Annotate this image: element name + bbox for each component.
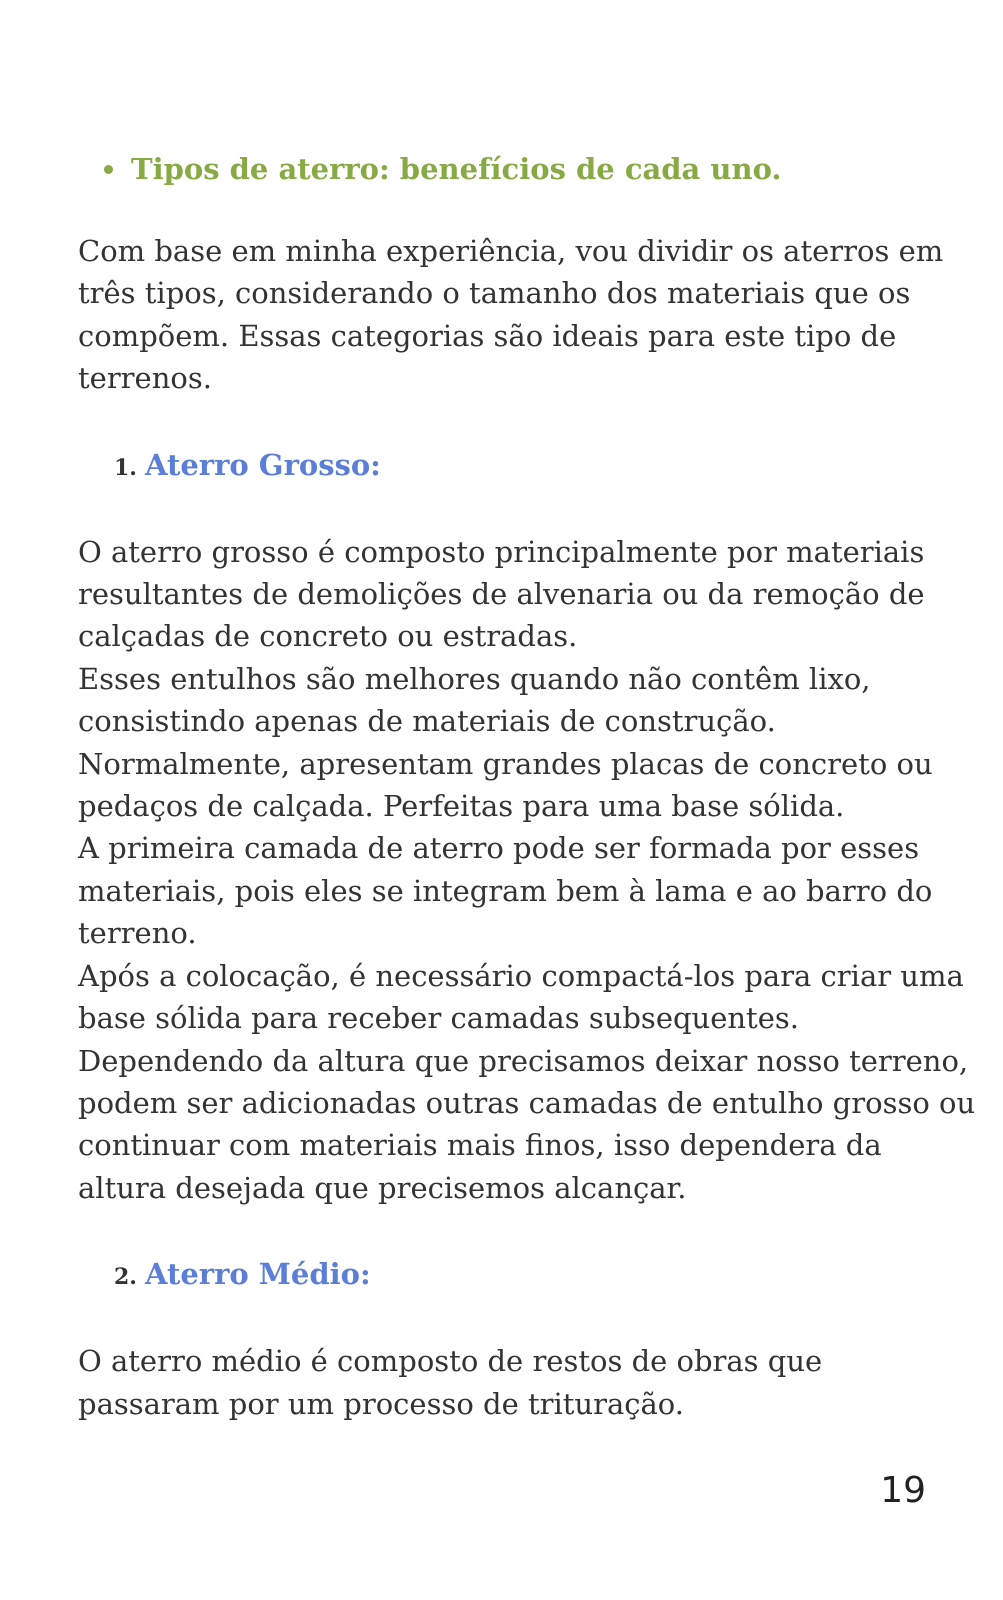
item-title: Aterro Grosso: bbox=[144, 447, 381, 482]
paragraph-line: terrenos. bbox=[78, 361, 212, 396]
paragraph-line: podem ser adicionadas outras camadas de entulho grosso ou bbox=[78, 1085, 976, 1120]
paragraph-line: Esses entulhos são melhores quando não contêm lixo, bbox=[78, 661, 871, 696]
intro-paragraph bbox=[78, 230, 944, 400]
paragraph-line: Normalmente, apresentam grandes placas de concreto ou bbox=[78, 746, 933, 781]
item-heading-aterro-medio bbox=[114, 1253, 928, 1298]
item-title: Aterro Médio: bbox=[144, 1257, 371, 1292]
bullet-icon bbox=[104, 165, 113, 174]
paragraph-line: resultantes de demolições de alvenaria ou da remoção de bbox=[78, 577, 925, 612]
section-heading bbox=[104, 148, 928, 190]
paragraph-line: base sólida para receber camadas subsequentes. bbox=[78, 1001, 799, 1036]
page-number: 19 bbox=[880, 1470, 926, 1511]
paragraph-line: consistindo apenas de materiais de construção. bbox=[78, 704, 776, 739]
paragraph-line: continuar com materiais mais finos, isso dependera da bbox=[78, 1128, 882, 1163]
paragraph-line: compõem. Essas categorias são ideais para este tipo de bbox=[78, 318, 897, 353]
section-heading-text: Tipos de aterro: benefícios de cada uno. bbox=[131, 152, 782, 186]
paragraph-line: Dependendo da altura que precisamos deixar nosso terreno, bbox=[78, 1043, 969, 1078]
paragraph-line: materiais, pois eles se integram bem à lama e ao barro do bbox=[78, 873, 933, 908]
page-content bbox=[78, 148, 976, 1425]
paragraph-line: A primeira camada de aterro pode ser formada por esses bbox=[78, 831, 920, 866]
paragraph-line: calçadas de concreto ou estradas. bbox=[78, 619, 578, 654]
paragraph-line: altura desejada que precisemos alcançar. bbox=[78, 1170, 687, 1205]
aterro-medio-paragraph bbox=[78, 1340, 928, 1425]
aterro-grosso-paragraph bbox=[78, 531, 976, 1210]
paragraph-line: pedaços de calçada. Perfeitas para uma base sólida. bbox=[78, 789, 845, 824]
item-number: 2. bbox=[114, 1264, 137, 1291]
paragraph-line: três tipos, considerando o tamanho dos materiais que os bbox=[78, 276, 911, 311]
item-number: 1. bbox=[114, 454, 137, 481]
item-heading-aterro-grosso bbox=[114, 444, 928, 489]
paragraph-line: terreno. bbox=[78, 916, 197, 951]
paragraph-line: passaram por um processo de trituração. bbox=[78, 1386, 684, 1421]
paragraph-line: Com base em minha experiência, vou dividir os aterros em bbox=[78, 234, 944, 268]
paragraph-line: O aterro grosso é composto principalmente por materiais bbox=[78, 534, 925, 569]
paragraph-line: O aterro médio é composto de restos de obras que bbox=[78, 1344, 823, 1379]
paragraph-line: Após a colocação, é necessário compactá-los para criar uma bbox=[78, 958, 964, 993]
